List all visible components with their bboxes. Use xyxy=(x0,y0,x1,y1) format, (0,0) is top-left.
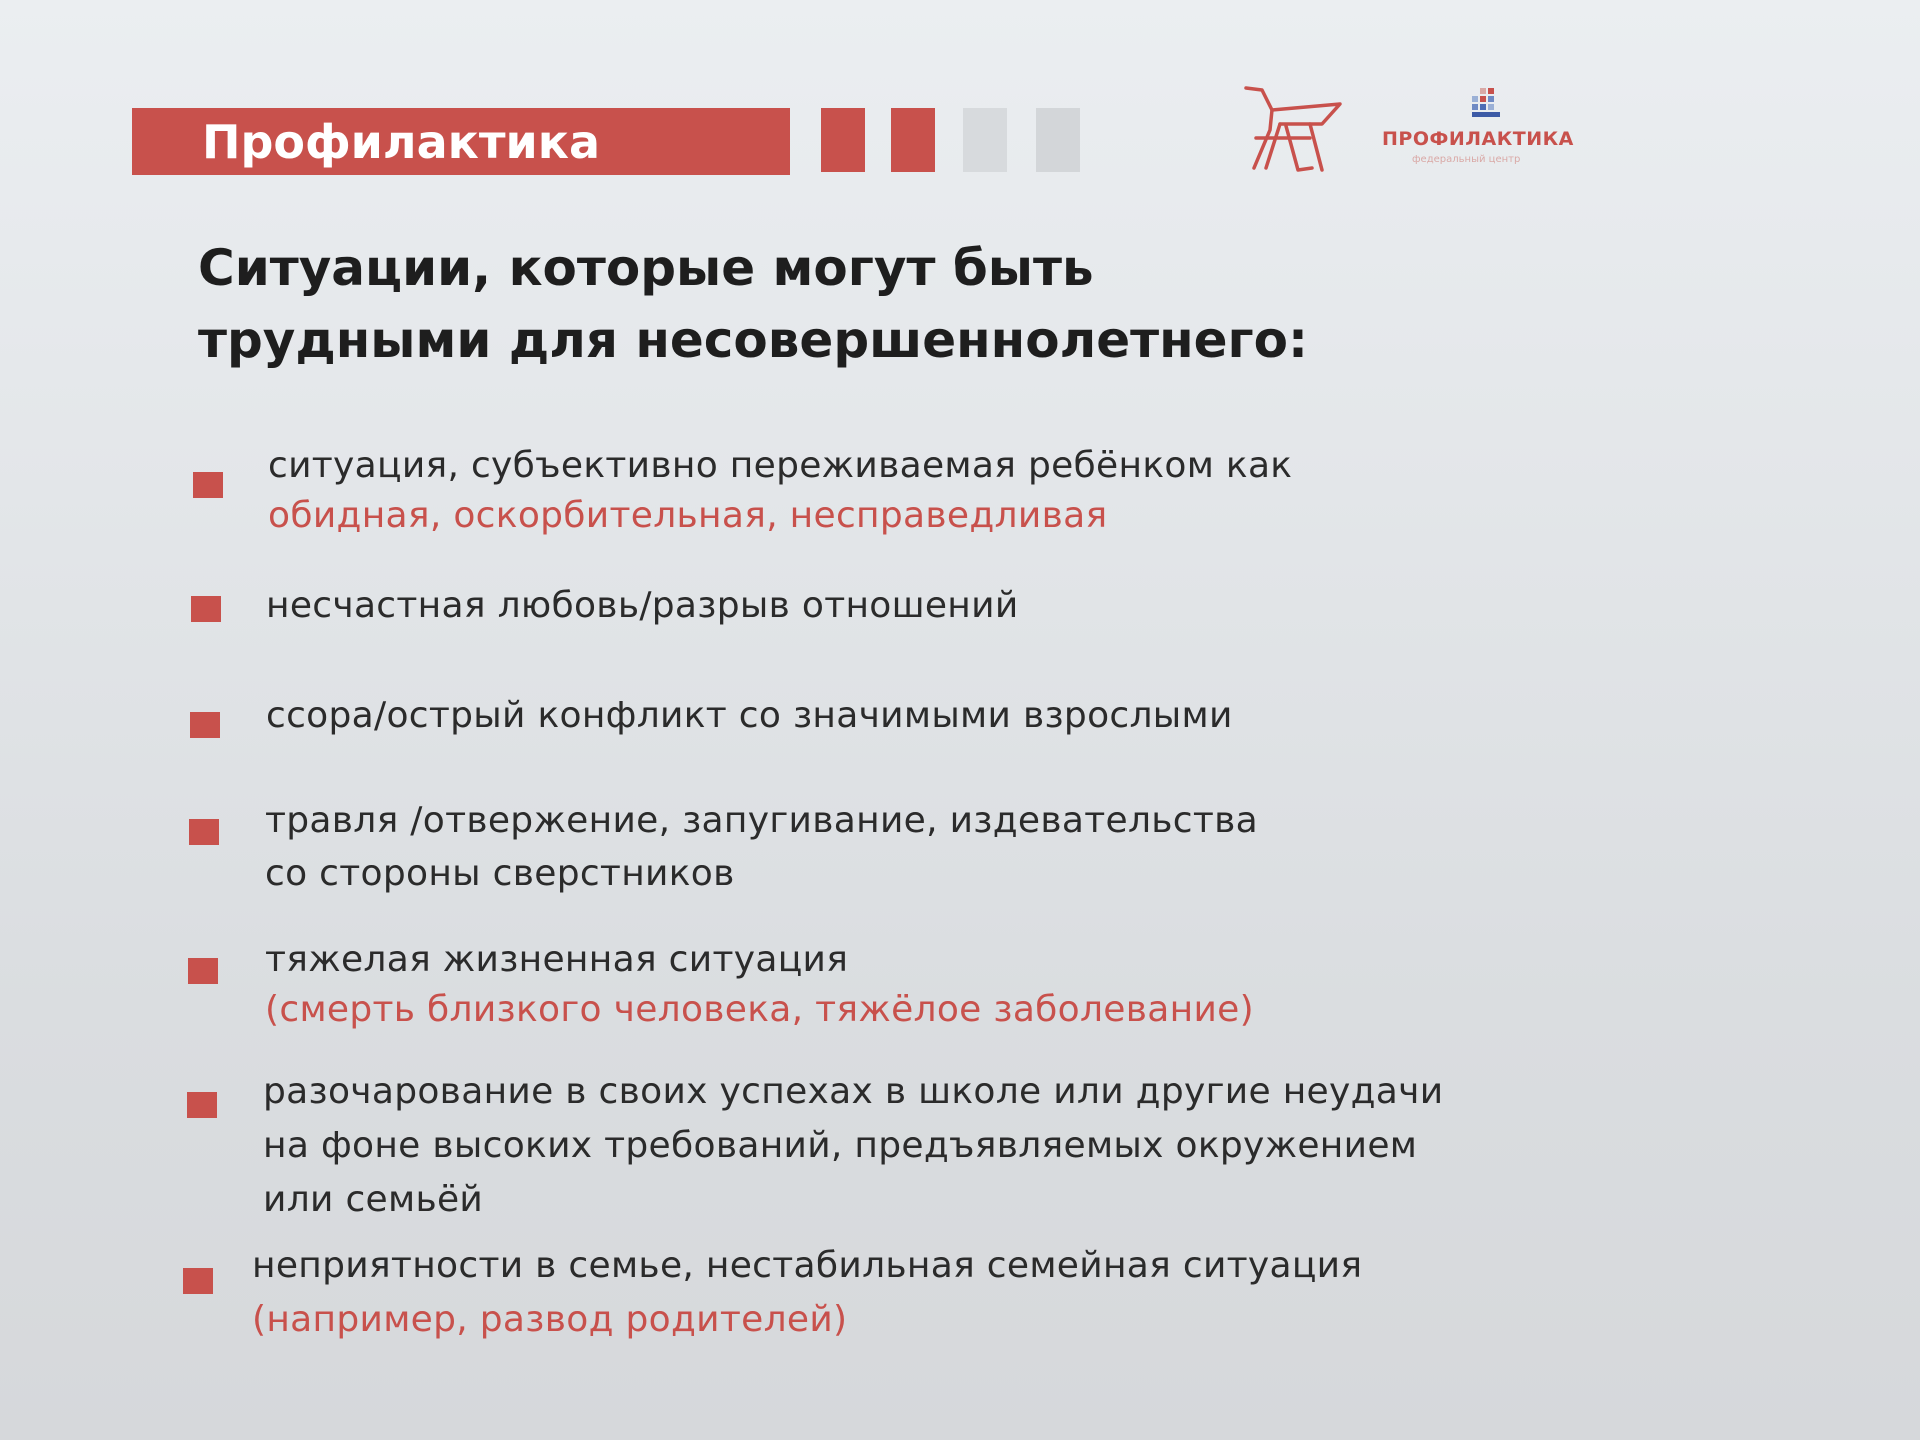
bullet-square-icon xyxy=(191,596,221,622)
title-line: Ситуации, которые могут быть xyxy=(198,239,1094,297)
banner-label: Профилактика xyxy=(202,115,601,169)
item-text: или семьёй xyxy=(263,1179,484,1220)
decor-square xyxy=(1036,108,1080,172)
item-text: ситуация, субъективно переживаемая ребёнком как xyxy=(268,445,1293,486)
item-text: со стороны сверстников xyxy=(265,853,735,894)
item-text: ссора/острый конфликт со значимыми взрослыми xyxy=(266,695,1233,736)
bullet-square-icon xyxy=(187,1092,217,1118)
item-text: на фоне высоких требований, предъявляемых окружением xyxy=(263,1125,1418,1166)
item-text: травля /отвержение, запугивание, издевательства xyxy=(265,800,1259,841)
item-text: неприятности в семье, нестабильная семейная ситуация xyxy=(252,1245,1363,1286)
section-banner xyxy=(132,108,790,175)
bullet-square-icon xyxy=(183,1268,213,1294)
logo-title: ПРОФИЛАКТИКА xyxy=(1382,128,1574,150)
logo-subtitle: федеральный центр xyxy=(1412,154,1521,165)
page-title xyxy=(198,232,1308,376)
logo-grid-icon xyxy=(1472,88,1500,118)
item-text: тяжелая жизненная ситуация xyxy=(265,939,849,980)
bullet-square-icon xyxy=(190,712,220,738)
logo-horse-icon xyxy=(1240,84,1350,174)
item-text: несчастная любовь/разрыв отношений xyxy=(266,585,1019,626)
decor-square xyxy=(963,108,1007,172)
item-text-highlight: обидная, оскорбительная, несправедливая xyxy=(268,495,1108,536)
decor-square xyxy=(891,108,935,172)
item-text: разочарование в своих успехах в школе или другие неудачи xyxy=(263,1071,1444,1112)
bullet-square-icon xyxy=(188,958,218,984)
item-text-highlight: (смерть близкого человека, тяжёлое заболевание) xyxy=(265,989,1254,1030)
title-line: трудными для несовершеннолетнего: xyxy=(198,311,1309,369)
decor-square xyxy=(821,108,865,172)
bullet-square-icon xyxy=(193,472,223,498)
bullet-square-icon xyxy=(189,819,219,845)
item-text-highlight: (например, развод родителей) xyxy=(252,1299,848,1340)
